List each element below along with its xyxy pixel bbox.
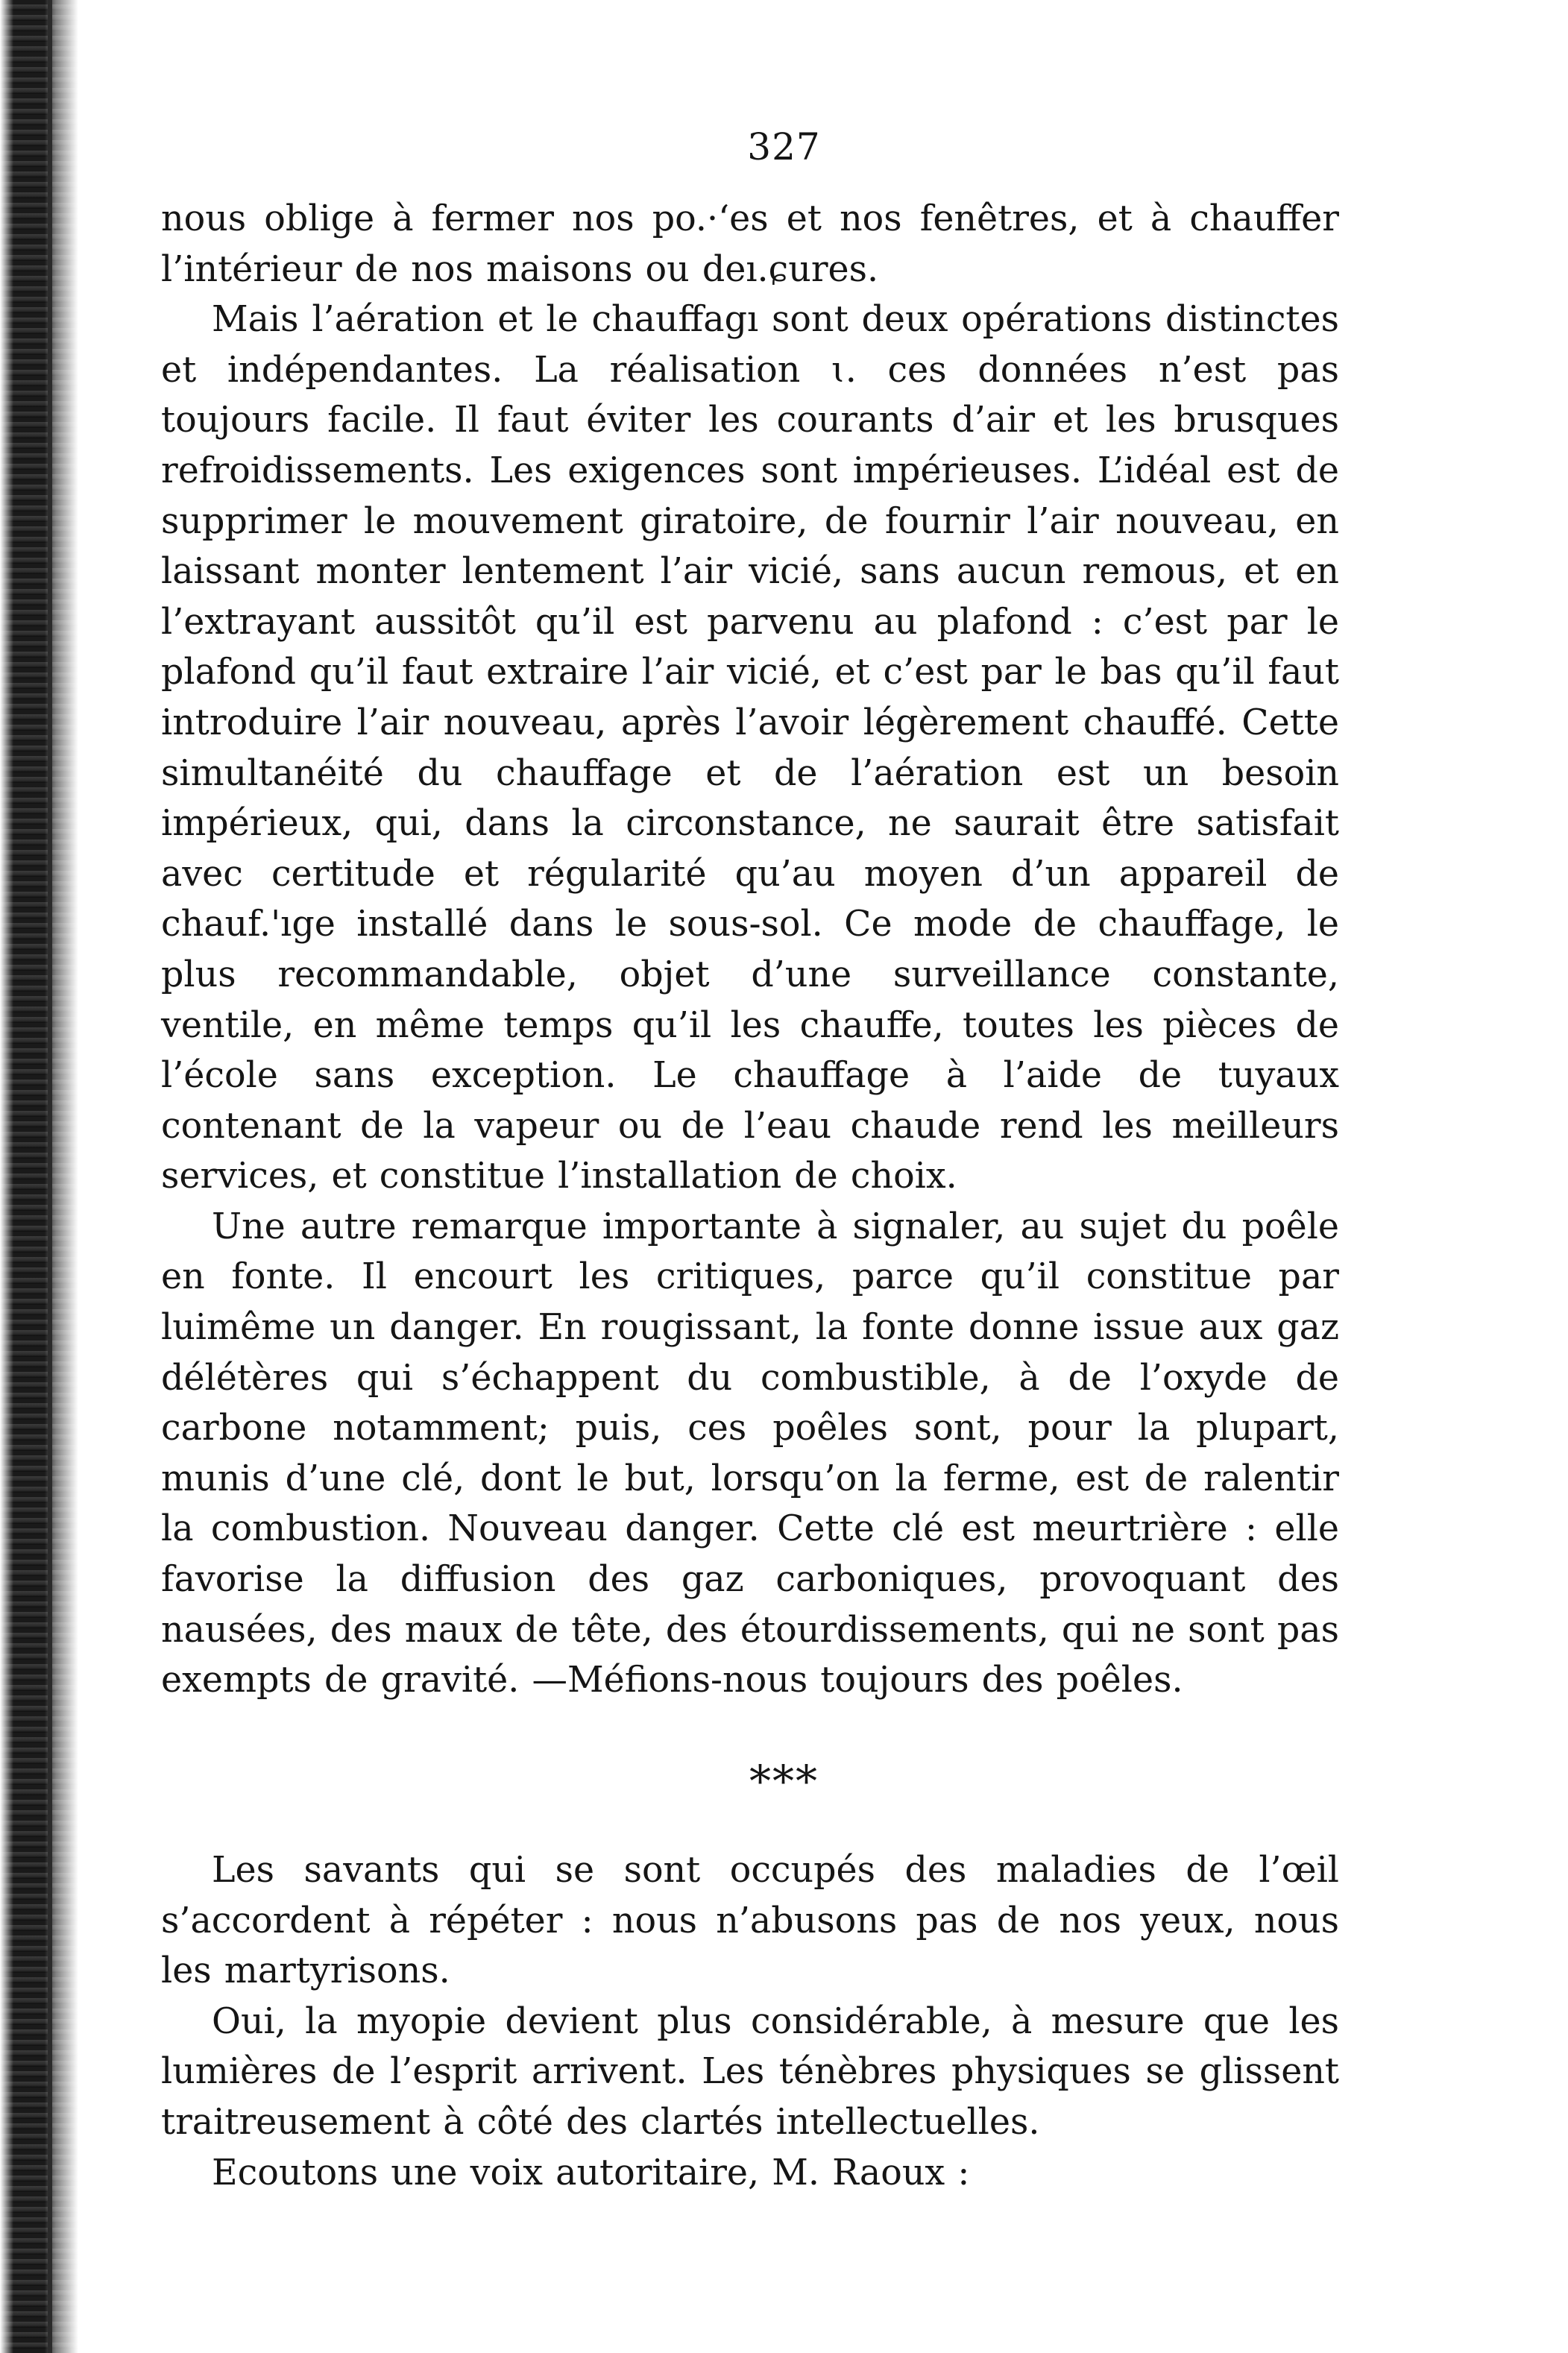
scan-binding-edge	[0, 0, 78, 2353]
page-number: 327	[747, 125, 821, 168]
main-text-block	[161, 194, 1339, 1706]
paragraph-eye-diseases: Les savants qui se sont occupés des maladies de l’œil s’accordent à répéter : nous n’abusons pas de nos yeux, nous les martyrisons.	[161, 1850, 1339, 1992]
paragraph-ventilation: Mais l’aération et le chauffagı sont deux opérations distinctes et indépendantes. La réalisation ɩ. ces données n’est pas toujours facile. Il faut éviter les courants d’air et les brusques refroidissements. Les exigences sont impérieuses. L’idéal est de supprimer le mouvement giratoire, de fournir l’air nouveau, en laissant monter lentement l’air vicié, sans aucun remous, et en l’extrayant aussitôt qu’il est parvenu au plafond : c’est par le plafond qu’il faut extraire l’air vicié, et c’est par le bas qu’il faut introduire l’air nouveau, après l’avoir légèrement chauffé. Cette simultanéité du chauffage et de l’aération est un besoin impérieux, qui, dans la circonstance, ne saurait être satisfait avec certitude et régularité qu’au moyen d’un appareil de chauf.'ıge installé dans le sous-sol. Ce mode de chauffage, le plus recommandable, objet d’une surveillance constante, ventile, en même temps qu’il les chauffe, toutes les pièces de l’école sans exception. Le chauffage à l’aide de tuyaux contenant de la vapeur ou de l’eau chaude rend les meilleurs services, et constitue l’installation de choix.	[161, 299, 1339, 1197]
section-separator-asterism: ***	[749, 1756, 819, 1807]
paragraph-raoux: Ecoutons une voix autoritaire, M. Raoux :	[212, 2152, 970, 2193]
second-text-block	[161, 1845, 1339, 2198]
scan-binding-line	[48, 0, 52, 2353]
paragraph-continuation: nous oblige à fermer nos po.·ʻes et nos fenêtres, et à chauffer l’intérieur de nos maisons ou deı.ɕures.	[161, 198, 1339, 290]
paragraph-myopia: Oui, la myopie devient plus considérable, à mesure que les lumières de l’esprit arrivent. Les ténèbres physiques se glissent traitreusement à côté des clartés intellectuelles.	[161, 2000, 1339, 2143]
paragraph-cast-iron-stove: Une autre remarque importante à signaler, au sujet du poêle en fonte. Il encourt les critiques, parce qu’il constitue par luimême un danger. En rougissant, la fonte donne issue aux gaz délétères qui s’échappent du combustible, à de l’oxyde de carbone notamment; puis, ces poêles sont, pour la plupart, munis d’une clé, dont le but, lorsqu’on la ferme, est de ralentir la combustion. Nouveau danger. Cette clé est meurtrière : elle favorise la diffusion des gaz carboniques, provoquant des nausées, des maux de tête, des étourdissements, qui ne sont pas exempts de gravité. —Méfions-nous toujours des poêles.	[161, 1206, 1339, 1701]
